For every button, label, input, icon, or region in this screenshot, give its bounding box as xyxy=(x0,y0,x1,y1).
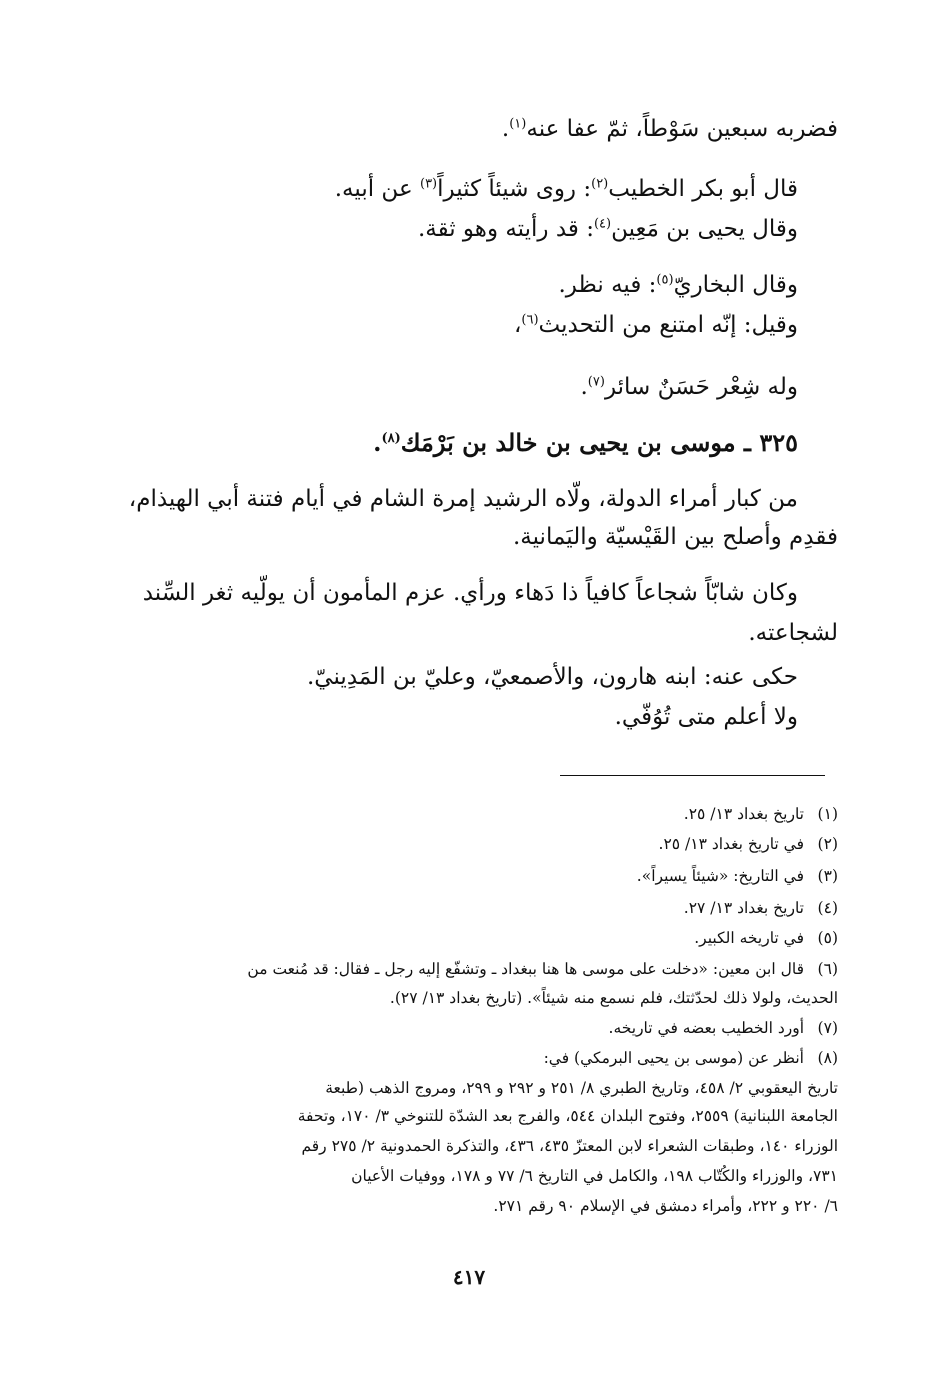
footnote-number: (٧) xyxy=(817,1019,838,1037)
text-span: : فيه نظر. xyxy=(558,272,657,298)
footnote-text: في تاريخه الكبير. xyxy=(694,929,804,947)
text-span: وقيل: إنّه امتنع من التحديث xyxy=(538,312,798,338)
footnote-text: في التاريخ: «شيئاً يسيراً». xyxy=(636,867,804,885)
footnote-text: قال ابن معين: «دخلت على موسى ها هنا ببغداد ـ وتشفّع إليه رجل ـ فقال: قد مُنعت من xyxy=(247,960,804,978)
footnote-number: (٤) xyxy=(817,899,838,917)
text-line-12: ولا أعلم متى تُوُفّي. xyxy=(614,704,798,730)
footnote-ref[interactable]: (١) xyxy=(509,116,527,132)
text-line-7: من كبار أمراء الدولة، ولّاه الرشيد إمرة الشام في أيام فتنة أبي الهيذام، xyxy=(128,486,798,512)
footnote-number: (٨) xyxy=(817,1049,838,1067)
footnote-ref[interactable]: (٧) xyxy=(587,374,605,390)
footnote-3 xyxy=(98,862,838,890)
text-span: عن أبيه. xyxy=(334,176,420,202)
text-span: . xyxy=(373,428,382,457)
footnote-ref[interactable]: (٦) xyxy=(521,312,539,328)
page-number: ٤١٧ xyxy=(452,1265,486,1289)
footnote-number: (٢) xyxy=(817,835,838,853)
text-span: : قد رأيته وهو ثقة. xyxy=(417,216,594,242)
footnote-text: أورد الخطيب بعضه في تاريخه. xyxy=(608,1019,804,1037)
heading-text: ٣٢٥ ـ موسى بن يحيى بن خالد بن بَرْمَك xyxy=(400,428,798,457)
text-line-10: لشجاعته. xyxy=(748,620,838,646)
footnote-7 xyxy=(98,1014,838,1042)
footnote-4 xyxy=(98,894,838,922)
text-span: . xyxy=(501,116,510,142)
footnote-ref[interactable]: (٣) xyxy=(419,176,438,192)
footnote-ref[interactable]: (٤) xyxy=(593,216,612,232)
footnote-2 xyxy=(98,830,838,858)
text-line-3 xyxy=(418,214,798,244)
text-line-2 xyxy=(335,174,798,204)
footnote-ref[interactable]: (٥) xyxy=(656,272,674,288)
entry-heading xyxy=(373,428,798,458)
text-line-6 xyxy=(580,372,798,402)
text-span: : روى شيئاً كثيراً xyxy=(437,176,592,202)
text-span: فضربه سبعين سَوْطاً، ثمّ عفا عنه xyxy=(526,116,838,142)
text-span: قال أبو بكر الخطيب xyxy=(608,176,798,202)
text-span: وقال البخاريّ xyxy=(673,272,798,298)
footnote-6-continuation: الحديث، ولولا ذلك لحدّثتك، فلم نسمع منه شيئاً». (تاريخ بغداد ١٣/ ٢٧). xyxy=(389,989,838,1007)
footnote-number: (٥) xyxy=(817,929,838,947)
footnote-8-line-1: تاريخ اليعقوبي ٢/ ٤٥٨، وتاريخ الطبري ٨/ ٢٥١ و ٢٩٢ و ٢٩٩، ومروج الذهب (طبعة xyxy=(325,1079,838,1097)
text-line-11: حكى عنه: ابنه هارون، والأصمعيّ، وعليّ بن المَدِينيّ. xyxy=(307,664,798,690)
text-span: . xyxy=(580,374,588,400)
footnote-number: (١) xyxy=(817,805,838,823)
text-line-8: فقدِم وأصلح بين القَيْسيّة واليَمانية. xyxy=(512,524,838,550)
footnote-8-line-2: الجامعة اللبنانية) ٢٥٥٩، وفتوح البلدان ٥٤٤، والفرج بعد الشدّة للتنوخي ٣/ ١٧٠، وتحفة xyxy=(297,1107,838,1125)
text-span: ، xyxy=(513,312,522,338)
footnote-ref[interactable]: (٨) xyxy=(381,431,401,446)
text-line-1 xyxy=(502,114,838,144)
footnote-divider xyxy=(560,775,825,776)
footnote-1 xyxy=(98,800,838,828)
footnote-text: تاريخ بغداد ١٣/ ٢٧. xyxy=(683,899,804,917)
text-line-9: وكان شابّاً شجاعاً كافياً ذا دَهاء ورأي. عزم المأمون أن يولّيه ثغر السِّند xyxy=(142,580,798,606)
footnote-8 xyxy=(98,1044,838,1072)
footnote-6 xyxy=(98,955,838,983)
footnote-text: في تاريخ بغداد ١٣/ ٢٥. xyxy=(658,835,804,853)
footnote-8-line-5: ٦/ ٢٢٠ و ٢٢٢، وأمراء دمشق في الإسلام ٩٠ رقم ٢٧١. xyxy=(493,1197,838,1215)
text-span: وقال يحيى بن مَعِين xyxy=(611,216,798,242)
text-span: وله شِعْر حَسَنٌ سائر xyxy=(604,374,798,400)
text-line-5 xyxy=(514,310,798,340)
footnote-text: تاريخ بغداد ١٣/ ٢٥. xyxy=(683,805,804,823)
footnote-ref[interactable]: (٢) xyxy=(591,176,609,192)
footnote-5 xyxy=(98,924,838,952)
footnote-text: أنظر عن (موسى بن يحيى البرمكي) في: xyxy=(543,1049,804,1067)
text-line-4 xyxy=(559,270,799,300)
footnote-number: (٣) xyxy=(817,867,838,885)
footnote-number: (٦) xyxy=(817,960,838,978)
footnote-8-line-3: الوزراء ١٤٠، وطبقات الشعراء لابن المعتزّ ٤٣٥، ٤٣٦، والتذكرة الحمدونية ٢/ ٢٧٥ رقم xyxy=(301,1137,838,1155)
footnote-8-line-4: ٧٣١، والوزراء والكُتّاب ١٩٨، والكامل في التاريخ ٦/ ٧٧ و ١٧٨، ووفيات الأعيان xyxy=(351,1167,838,1185)
